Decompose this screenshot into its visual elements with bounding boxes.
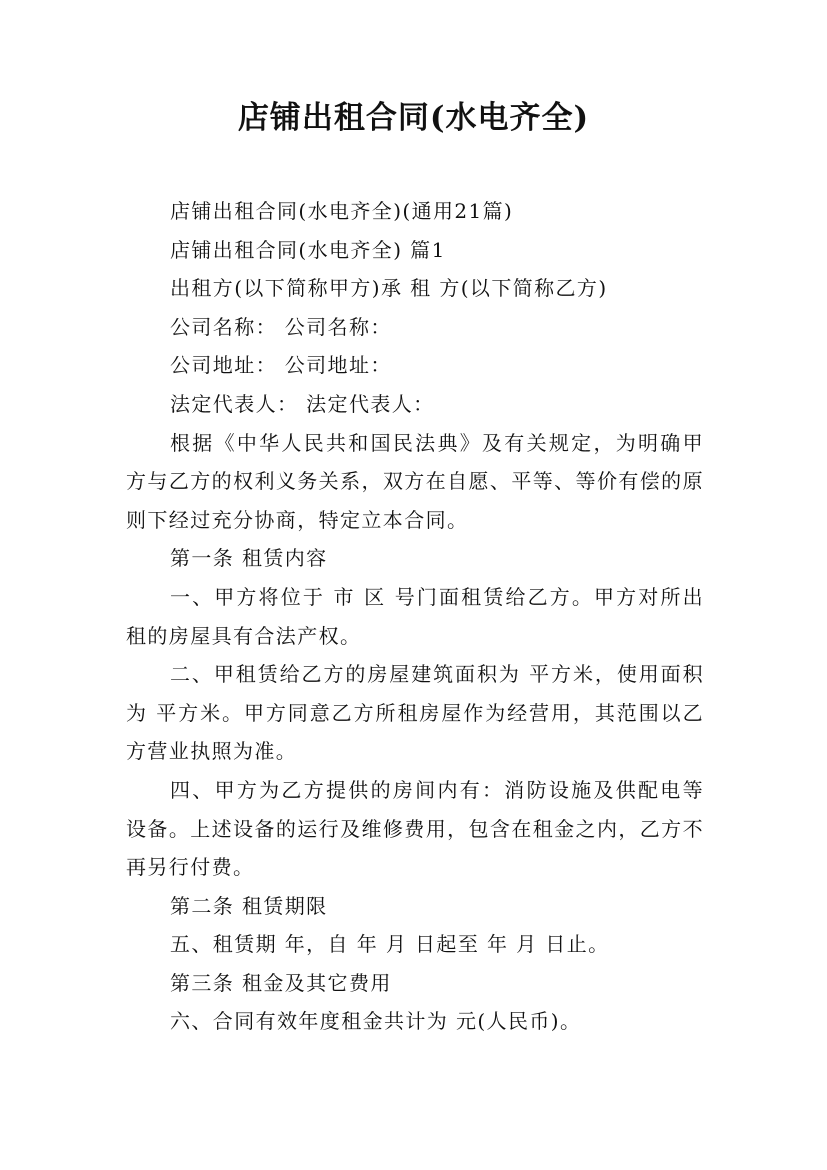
paragraph-preamble: 根据《中华人民共和国民法典》及有关规定，为明确甲方与乙方的权利义务关系，双方在自愿、平等、等价有偿的原则下经过充分协商，特定立本合同。 bbox=[126, 430, 704, 532]
paragraph-parties: 出租方(以下简称甲方)承 租 方(以下简称乙方) bbox=[170, 276, 608, 301]
paragraph-collection-title: 店铺出租合同(水电齐全)(通用21篇) bbox=[170, 199, 514, 223]
paragraph-clause-4: 四、甲方为乙方提供的房间内有：消防设施及供配电等设备。上述设备的运行及维修费用，包含在租金之内，乙方不再另行付费。 bbox=[126, 777, 704, 880]
paragraph-legal-representative: 法定代表人： 法定代表人： bbox=[170, 391, 435, 416]
paragraph-clause-2: 二、甲租赁给乙方的房屋建筑面积为 平方米，使用面积为 平方米。甲方同意乙方所租房屋作为经营用，其范围以乙方营业执照为准。 bbox=[126, 662, 704, 764]
paragraph-clause-1: 一、甲方将位于 市 区 号门面租赁给乙方。甲方对所出租的房屋具有合法产权。 bbox=[126, 584, 704, 648]
paragraph-clause-6: 六、合同有效年度租金共计为 元(人民币)。 bbox=[170, 1009, 582, 1034]
paragraph-company-name: 公司名称： 公司名称： bbox=[170, 314, 392, 339]
section-heading-2: 第二条 租赁期限 bbox=[170, 893, 328, 918]
document-body bbox=[126, 192, 704, 1041]
paragraph-clause-5: 五、租赁期 年，自 年 月 日起至 年 月 日止。 bbox=[170, 932, 610, 957]
paragraph-company-address: 公司地址： 公司地址： bbox=[170, 353, 392, 378]
document-title: 店铺出租合同(水电齐全) bbox=[237, 100, 590, 136]
section-heading-3: 第三条 租金及其它费用 bbox=[170, 970, 392, 995]
paragraph-article-heading: 店铺出租合同(水电齐全) 篇1 bbox=[170, 237, 446, 262]
section-heading-1: 第一条 租赁内容 bbox=[170, 546, 328, 571]
